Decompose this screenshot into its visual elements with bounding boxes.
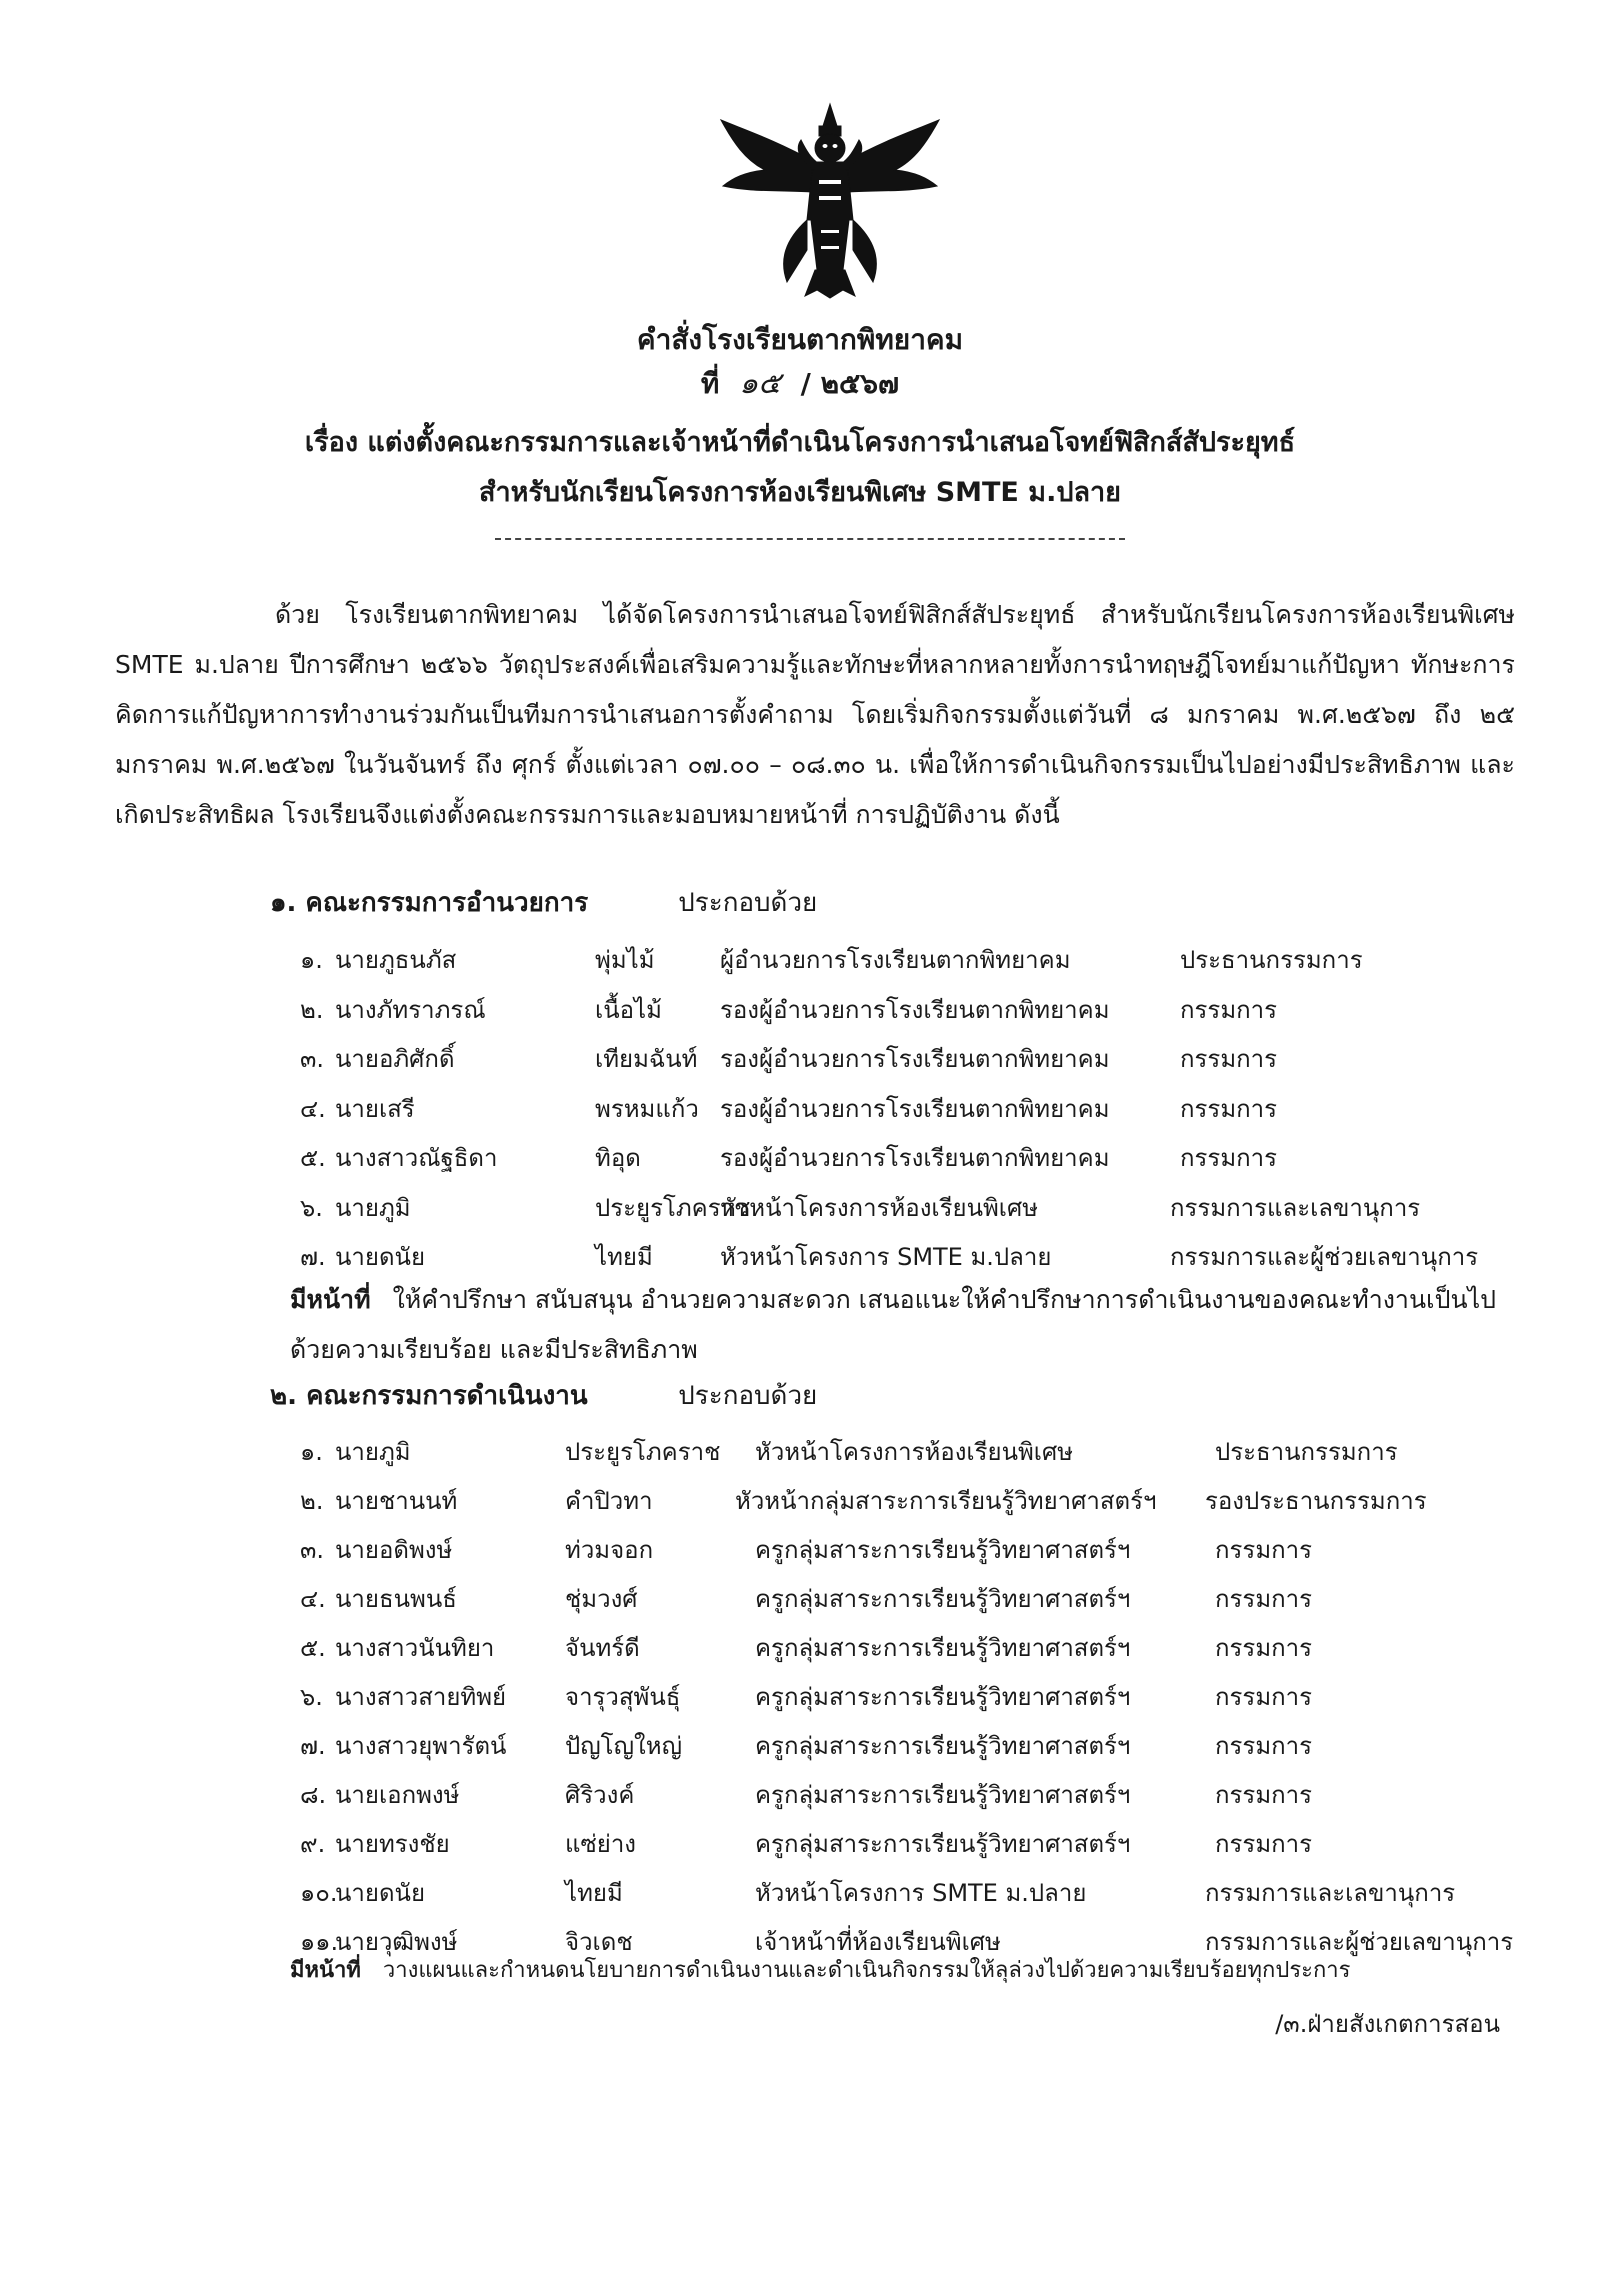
member-role: กรรมการ xyxy=(1180,1144,1278,1172)
member-position: ครูกลุ่มสาระการเรียนรู้วิทยาศาสตร์ฯ xyxy=(755,1781,1131,1809)
member-surname: ประยูรโภคราช xyxy=(595,1193,751,1222)
member-role: กรรมการ xyxy=(1180,1045,1278,1073)
member-role: กรรมการ xyxy=(1215,1536,1313,1564)
section-2-heading xyxy=(270,1375,817,1416)
member-surname: เนื้อไม้ xyxy=(595,995,662,1024)
member-surname: ชุ่มวงศ์ xyxy=(565,1585,638,1613)
member-name: นายภูมิ xyxy=(335,1193,411,1222)
member-row xyxy=(0,1081,1600,1131)
member-row xyxy=(0,1767,1600,1816)
member-name: นายธนพนธ์ xyxy=(335,1585,457,1613)
section-1-heading xyxy=(270,882,817,923)
member-number: ๙. xyxy=(300,1830,326,1858)
member-role: ประธานกรรมการ xyxy=(1215,1438,1398,1466)
member-number: ๑๐. xyxy=(300,1879,338,1907)
member-surname: จารุวสุพันธุ์ xyxy=(565,1683,681,1711)
member-role: กรรมการ xyxy=(1215,1585,1313,1613)
member-number: ๑๑. xyxy=(300,1928,339,1956)
member-name: นายดนัย xyxy=(335,1243,425,1271)
member-number: ๒. xyxy=(300,1487,324,1515)
member-position: เจ้าหน้าที่ห้องเรียนพิเศษ xyxy=(755,1928,1001,1956)
member-name: นางสาวสายทิพย์ xyxy=(335,1683,507,1711)
member-row xyxy=(0,1865,1600,1914)
member-surname: ศิริวงค์ xyxy=(565,1781,635,1809)
member-surname: พรหมแก้ว xyxy=(595,1094,699,1123)
member-number: ๒. xyxy=(300,995,324,1024)
member-number: ๔. xyxy=(300,1585,326,1613)
member-row xyxy=(0,1620,1600,1669)
continuation-note: /๓.ฝ่ายสังเกตการสอน xyxy=(1275,2010,1500,2038)
member-position: รองผู้อำนวยการโรงเรียนตากพิทยาคม xyxy=(720,1045,1110,1073)
member-row xyxy=(0,982,1600,1032)
member-role: กรรมการ xyxy=(1215,1781,1313,1809)
member-position: ครูกลุ่มสาระการเรียนรู้วิทยาศาสตร์ฯ xyxy=(755,1683,1131,1711)
section-1-duty xyxy=(290,1275,1520,1375)
member-surname: จันทร์ดี xyxy=(565,1634,640,1662)
member-name: นายภูธนภัส xyxy=(335,946,457,974)
section-2-title: ๒. คณะกรรมการดำเนินงาน xyxy=(270,1381,588,1411)
member-position: ผู้อำนวยการโรงเรียนตากพิทยาคม xyxy=(720,946,1071,974)
member-position: ครูกลุ่มสาระการเรียนรู้วิทยาศาสตร์ฯ xyxy=(755,1830,1131,1858)
member-number: ๗. xyxy=(300,1732,326,1760)
member-row xyxy=(0,1180,1600,1230)
member-position: รองผู้อำนวยการโรงเรียนตากพิทยาคม xyxy=(720,1144,1110,1172)
section-2-composed-of: ประกอบด้วย xyxy=(678,1381,818,1411)
member-name: นางสาวยุพารัตน์ xyxy=(335,1732,507,1760)
subject-line-2: สำหรับนักเรียนโครงการห้องเรียนพิเศษ SMTE ม.ปลาย xyxy=(478,477,1121,508)
member-position: ครูกลุ่มสาระการเรียนรู้วิทยาศาสตร์ฯ xyxy=(755,1536,1131,1564)
member-role: กรรมการและเลขานุการ xyxy=(1205,1879,1456,1907)
member-position: ครูกลุ่มสาระการเรียนรู้วิทยาศาสตร์ฯ xyxy=(755,1585,1131,1613)
member-number: ๕. xyxy=(300,1634,326,1662)
member-number: ๑. xyxy=(300,1438,323,1466)
subject-line-1: เรื่อง แต่งตั้งคณะกรรมการและเจ้าหน้าที่ดำเนินโครงการนำเสนอโจทย์ฟิสิกส์สัประยุทธ์ xyxy=(304,427,1296,458)
member-position: รองผู้อำนวยการโรงเรียนตากพิทยาคม xyxy=(720,1094,1110,1123)
member-number: ๓. xyxy=(300,1536,325,1564)
member-row xyxy=(0,1130,1600,1180)
member-role: กรรมการ xyxy=(1215,1732,1313,1760)
section-1-composed-of: ประกอบด้วย xyxy=(678,888,818,918)
member-position: รองผู้อำนวยการโรงเรียนตากพิทยาคม xyxy=(720,995,1110,1024)
member-name: นายดนัย xyxy=(335,1879,425,1907)
section-1-title: ๑. คณะกรรมการอำนวยการ xyxy=(270,888,589,918)
member-position: ครูกลุ่มสาระการเรียนรู้วิทยาศาสตร์ฯ xyxy=(755,1634,1131,1662)
member-role: กรรมการและผู้ช่วยเลขานุการ xyxy=(1170,1243,1479,1271)
member-name: นางสาวณัฐธิดา xyxy=(335,1144,498,1172)
member-role: กรรมการ xyxy=(1215,1683,1313,1711)
member-number: ๖. xyxy=(300,1193,323,1222)
garuda-emblem-icon xyxy=(715,100,945,300)
member-number: ๕. xyxy=(300,1144,326,1172)
member-name: นายทรงชัย xyxy=(335,1830,450,1858)
member-surname: ไทยมี xyxy=(595,1243,653,1271)
section-2-duty-text: วางแผนและกำหนดนโยบายการดำเนินงานและดำเนินกิจกรรมให้ลุล่วงไปด้วยความเรียบร้อยทุกประการ xyxy=(382,1958,1351,1983)
member-row xyxy=(0,1522,1600,1571)
member-role: กรรมการ xyxy=(1180,995,1278,1024)
section-2-duty-label: มีหน้าที่ xyxy=(290,1958,361,1983)
member-surname: พุ่มไม้ xyxy=(595,946,655,974)
member-position: หัวหน้าโครงการห้องเรียนพิเศษ xyxy=(755,1438,1074,1466)
member-surname: จิวเดช xyxy=(565,1928,633,1956)
member-surname: ท่วมจอก xyxy=(565,1536,654,1564)
member-surname: คำปิวทา xyxy=(565,1487,653,1515)
member-name: นายอภิศักดิ์ xyxy=(335,1045,455,1073)
member-number: ๖. xyxy=(300,1683,323,1711)
member-surname: เทียมฉันท์ xyxy=(595,1045,698,1073)
intro-paragraph: ด้วย โรงเรียนตากพิทยาคม ได้จัดโครงการนำเสนอโจทย์ฟิสิกส์สัประยุทธ์ สำหรับนักเรียนโครงการห้องเรียนพิเศษ SMTE ม.ปลาย ปีการศึกษา ๒๕๖๖ วัตถุประสงค์เพื่อเสริมความรู้และทักษะที่หลากหลายทั้งการนำทฤษฎีโจทย์มาแก้ปัญหา ทักษะการคิดการแก้ปัญหาการทำงานร่วมกันเป็นทีมการนำเสนอการตั้งคำถาม โดยเริ่มกิจกรรมตั้งแต่วันที่ ๘ มกราคม พ.ศ.๒๕๖๗ ถึง ๒๕ มกราคม พ.ศ.๒๕๖๗ ในวันจันทร์ ถึง ศุกร์ ตั้งแต่เวลา ๐๗.๐๐ – ๐๘.๓๐ น. เพื่อให้การดำเนินกิจกรรมเป็นไปอย่างมีประสิทธิภาพ และเกิดประสิทธิผล โรงเรียนจึงแต่งตั้งคณะกรรมการและมอบหมายหน้าที่ การปฏิบัติงาน ดังนี้ xyxy=(115,600,1515,829)
member-name: นายภูมิ xyxy=(335,1438,411,1466)
member-role: กรรมการ xyxy=(1180,1094,1278,1123)
section-1-duty-text: ให้คำปรึกษา สนับสนุน อำนวยความสะดวก เสนอแนะให้คำปรึกษาการดำเนินงานของคณะทำงานเป็นไปด้วยความเรียบร้อย และมีประสิทธิภาพ xyxy=(290,1285,1497,1364)
section-1-duty-label: มีหน้าที่ xyxy=(290,1285,371,1314)
member-role: กรรมการและผู้ช่วยเลขานุการ xyxy=(1205,1928,1514,1956)
member-name: นายเอกพงษ์ xyxy=(335,1781,460,1809)
member-number: ๑. xyxy=(300,946,323,974)
order-number-year: / ๒๕๖๗ xyxy=(800,367,900,400)
member-position: หัวหน้าโครงการ SMTE ม.ปลาย xyxy=(755,1879,1087,1907)
order-number-prefix: ที่ xyxy=(700,367,720,400)
member-row xyxy=(0,1229,1600,1279)
member-role: ประธานกรรมการ xyxy=(1180,946,1363,974)
member-surname: ไทยมี xyxy=(565,1879,623,1907)
member-role: กรรมการ xyxy=(1215,1830,1313,1858)
member-name: นางสาวนันทิยา xyxy=(335,1634,495,1662)
member-position: หัวหน้าโครงการ SMTE ม.ปลาย xyxy=(720,1243,1052,1271)
member-name: นายวุฒิพงษ์ xyxy=(335,1928,458,1956)
member-role: กรรมการ xyxy=(1215,1634,1313,1662)
member-position: ครูกลุ่มสาระการเรียนรู้วิทยาศาสตร์ฯ xyxy=(755,1732,1131,1760)
member-row xyxy=(0,1424,1600,1473)
section-2-duty xyxy=(290,1946,1540,1996)
member-number: ๗. xyxy=(300,1243,326,1271)
member-number: ๔. xyxy=(300,1094,326,1123)
member-number: ๓. xyxy=(300,1045,325,1073)
member-surname: ปัญโญใหญ่ xyxy=(565,1732,683,1760)
member-row xyxy=(0,1718,1600,1767)
member-position: หัวหน้าโครงการห้องเรียนพิเศษ xyxy=(720,1193,1039,1222)
member-surname: แซ่ย่าง xyxy=(565,1830,637,1858)
order-number xyxy=(0,360,1600,407)
member-surname: ประยูรโภคราช xyxy=(565,1438,721,1466)
order-number-handwritten: ๑๕ xyxy=(739,366,781,401)
member-name: นายเสรี xyxy=(335,1094,415,1123)
member-row xyxy=(0,1571,1600,1620)
divider-line xyxy=(495,538,1125,540)
member-row xyxy=(0,1473,1600,1522)
member-name: นายชานนท์ xyxy=(335,1487,458,1515)
member-surname: ทิอุด xyxy=(595,1144,641,1172)
section-1-member-list xyxy=(0,932,1600,1279)
member-name: นางภัทราภรณ์ xyxy=(335,995,486,1024)
order-title: คำสั่งโรงเรียนตากพิทยาคม xyxy=(636,323,964,356)
member-role: กรรมการและเลขานุการ xyxy=(1170,1193,1421,1222)
member-row xyxy=(0,1816,1600,1865)
member-row xyxy=(0,1031,1600,1081)
member-row xyxy=(0,1669,1600,1718)
member-role: รองประธานกรรมการ xyxy=(1205,1487,1427,1515)
section-2-member-list xyxy=(0,1424,1600,1963)
member-number: ๘. xyxy=(300,1781,327,1809)
member-position: หัวหน้ากลุ่มสาระการเรียนรู้วิทยาศาสตร์ฯ xyxy=(735,1487,1157,1515)
member-name: นายอดิพงษ์ xyxy=(335,1536,453,1564)
member-row xyxy=(0,932,1600,982)
